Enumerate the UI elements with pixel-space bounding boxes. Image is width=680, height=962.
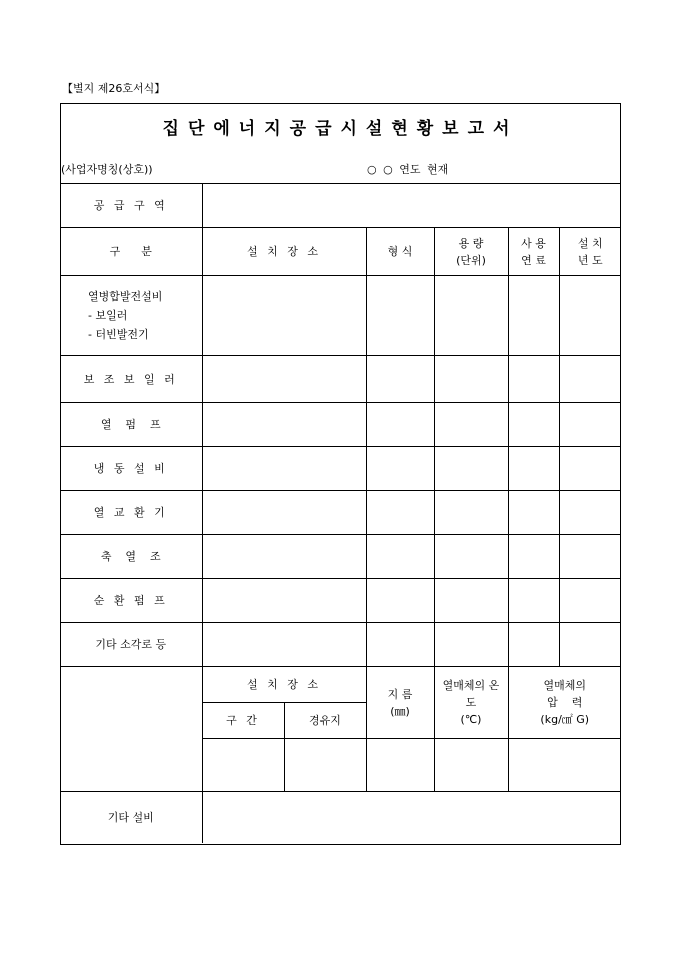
pipe-diameter-header <box>366 667 434 739</box>
pipe-location-header: 설 치 장 소 <box>202 667 366 703</box>
row-fuel[interactable] <box>508 535 559 579</box>
row-capacity[interactable] <box>434 623 508 667</box>
chp-year[interactable] <box>559 276 621 356</box>
pipe-pressure-line2: 압 력 <box>547 696 583 709</box>
row-capacity[interactable] <box>434 491 508 535</box>
row-capacity[interactable] <box>434 403 508 447</box>
table-row <box>60 579 621 623</box>
header-year-line1: 설 치 <box>577 236 603 250</box>
row-year[interactable] <box>559 356 621 403</box>
report-title: 집단에너지공급시설현황보고서 <box>162 119 519 139</box>
row-label: 열 교 환 기 <box>60 491 202 535</box>
row-location[interactable] <box>202 535 366 579</box>
pipe-temp-line2: 도 <box>465 696 477 709</box>
row-type[interactable] <box>366 447 434 491</box>
pipe-pressure-header <box>508 667 621 739</box>
company-name-label: (사업자명칭(상호)) <box>61 163 153 176</box>
row-location[interactable] <box>202 491 366 535</box>
row-type[interactable] <box>366 579 434 623</box>
row-fuel[interactable] <box>508 447 559 491</box>
header-capacity-line2: (단위) <box>456 253 486 267</box>
row-type[interactable] <box>366 623 434 667</box>
row-fuel[interactable] <box>508 403 559 447</box>
pipe-temp-line1: 열매체의 온 <box>442 679 500 692</box>
pipe-label-cell[interactable] <box>60 667 202 792</box>
header-fuel-line1: 사 용 <box>521 236 546 250</box>
form-number: 【별지 제26호서식】 <box>62 82 166 95</box>
year-label: ○ ○ 연도 현재 <box>367 163 449 176</box>
row-label: 순 환 펌 프 <box>60 579 202 623</box>
row-type[interactable] <box>366 356 434 403</box>
facility-table <box>60 183 621 843</box>
row-capacity[interactable] <box>434 447 508 491</box>
row-year[interactable] <box>559 447 621 491</box>
row-type[interactable] <box>366 403 434 447</box>
header-capacity-line1: 용 량 <box>458 236 484 250</box>
row-year[interactable] <box>559 535 621 579</box>
table-row <box>60 447 621 491</box>
table-row <box>60 535 621 579</box>
header-install-year <box>559 228 621 276</box>
pipe-pressure-value[interactable] <box>508 739 621 792</box>
pipe-temp-header <box>434 667 508 739</box>
row-label: 열 펌 프 <box>60 403 202 447</box>
row-year[interactable] <box>559 491 621 535</box>
header-category: 구 분 <box>60 228 202 276</box>
table-row <box>60 491 621 535</box>
row-label: 보 조 보 일 러 <box>60 356 202 403</box>
pipe-diameter-value[interactable] <box>366 739 434 792</box>
pipe-header-row <box>60 667 621 703</box>
row-capacity[interactable] <box>434 356 508 403</box>
report-form <box>60 103 621 845</box>
chp-label <box>60 276 202 356</box>
pipe-section-header: 구 간 <box>202 703 284 739</box>
pipe-diameter-line2: (㎜) <box>390 704 410 718</box>
header-capacity <box>434 228 508 276</box>
row-label: 냉 동 설 비 <box>60 447 202 491</box>
table-row <box>60 623 621 667</box>
row-capacity[interactable] <box>434 579 508 623</box>
chp-type[interactable] <box>366 276 434 356</box>
supply-area-value[interactable] <box>202 184 621 228</box>
row-label: 기타 소각로 등 <box>60 623 202 667</box>
header-row <box>60 228 621 276</box>
pipe-pressure-line3: (kg/㎠ G) <box>540 713 590 726</box>
row-year[interactable] <box>559 403 621 447</box>
row-capacity[interactable] <box>434 535 508 579</box>
chp-location[interactable] <box>202 276 366 356</box>
row-type[interactable] <box>366 535 434 579</box>
chp-fuel[interactable] <box>508 276 559 356</box>
row-location[interactable] <box>202 447 366 491</box>
row-year[interactable] <box>559 623 621 667</box>
row-location[interactable] <box>202 623 366 667</box>
supply-area-row <box>60 184 621 228</box>
pipe-pressure-line1: 열매체의 <box>543 679 587 692</box>
pipe-temp-line3: (℃) <box>460 713 482 726</box>
pipe-via-header: 경유지 <box>284 703 366 739</box>
other-value[interactable] <box>202 792 621 843</box>
chp-row <box>60 276 621 356</box>
row-fuel[interactable] <box>508 579 559 623</box>
row-year[interactable] <box>559 579 621 623</box>
supply-area-label: 공 급 구 역 <box>60 184 202 228</box>
other-label: 기타 설비 <box>60 792 202 843</box>
header-location: 설 치 장 소 <box>202 228 366 276</box>
row-fuel[interactable] <box>508 623 559 667</box>
other-row <box>60 792 621 843</box>
table-row <box>60 356 621 403</box>
header-type: 형 식 <box>366 228 434 276</box>
row-fuel[interactable] <box>508 356 559 403</box>
pipe-temp-value[interactable] <box>434 739 508 792</box>
chp-line1: 열병합발전설비 <box>88 290 163 303</box>
header-fuel-line2: 연 료 <box>521 253 546 267</box>
chp-line2: - 보일러 <box>88 309 128 322</box>
header-year-line2: 년 도 <box>577 253 603 267</box>
row-location[interactable] <box>202 579 366 623</box>
pipe-section-value[interactable] <box>202 739 284 792</box>
row-location[interactable] <box>202 356 366 403</box>
header-fuel <box>508 228 559 276</box>
row-location[interactable] <box>202 403 366 447</box>
row-fuel[interactable] <box>508 491 559 535</box>
row-type[interactable] <box>366 491 434 535</box>
chp-capacity[interactable] <box>434 276 508 356</box>
chp-line3: - 터빈발전기 <box>88 328 149 341</box>
pipe-diameter-line1: 지 름 <box>387 687 413 701</box>
pipe-via-value[interactable] <box>284 739 366 792</box>
table-row <box>60 403 621 447</box>
row-label: 축 열 조 <box>60 535 202 579</box>
